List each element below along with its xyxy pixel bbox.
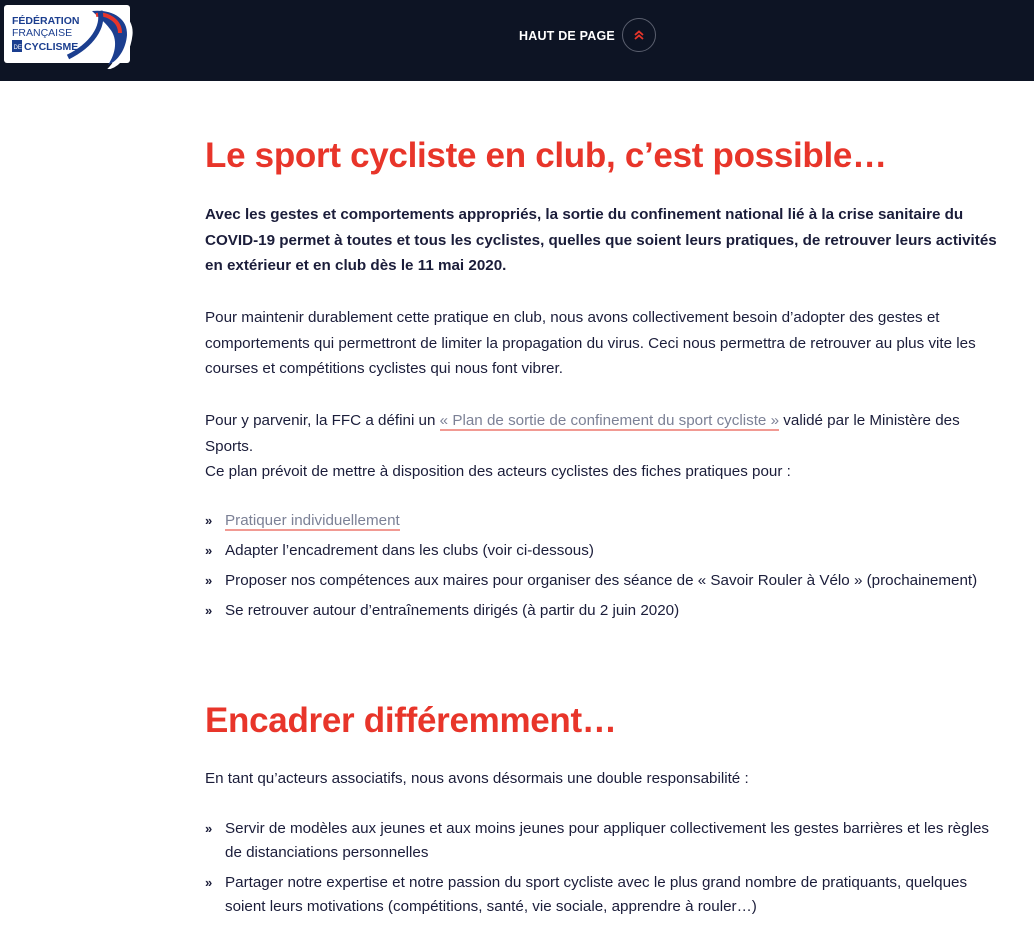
bullet-icon: » [205, 543, 213, 558]
responsibility-list [205, 817, 1010, 925]
list-item-text: Proposer nos compétences aux maires pour organiser des séance de « Savoir Rouler à Vélo » (prochainement) [225, 572, 978, 589]
plan-description: Ce plan prévoit de mettre à disposition des acteurs cyclistes des fiches pratiques pour : [205, 463, 791, 480]
individual-practice-link[interactable]: Pratiquer individuellement [225, 512, 400, 529]
back-to-top-button[interactable] [622, 18, 656, 52]
top-navigation-bar [0, 0, 1034, 81]
section-title-coaching: Encadrer différemment… [205, 701, 617, 740]
bullet-icon: » [205, 573, 213, 588]
plan-text-before: Pour y parvenir, la FFC a défini un [205, 412, 440, 429]
list-item [205, 539, 995, 563]
logo-text-3: DE [13, 45, 22, 51]
back-to-top-link[interactable]: HAUT DE PAGE [519, 29, 615, 43]
logo-text-4: CYCLISME [24, 41, 79, 53]
paragraph-maintain-practice: Pour maintenir durablement cette pratique en club, nous avons collectivement besoin d’adopter des gestes et comportements qui permettront de limiter la propagation du virus. Ceci nous permettra de retrouver au plus vite les courses et compétitions cyclistes qui nous font vibrer. [205, 309, 976, 377]
list-item [205, 599, 995, 623]
bullet-icon: » [205, 603, 213, 618]
list-item-text: Se retrouver autour d’entraînements dirigés (à partir du 2 juin 2020) [225, 602, 680, 619]
list-item [205, 817, 1010, 865]
list-item [205, 569, 995, 593]
double-chevron-up-icon [632, 28, 646, 42]
plan-link[interactable]: « Plan de sortie de confinement du sport cycliste » [439, 412, 780, 429]
paragraph-responsibility: En tant qu’acteurs associatifs, nous avons désormais une double responsabilité : [205, 770, 749, 787]
list-item [205, 871, 1010, 919]
intro-paragraph: Avec les gestes et comportements appropriés, la sortie du confinement national lié à la crise sanitaire du COVID-19 permet à toutes et tous les cyclistes, quelles que soient leurs pratiques, de retrouver leurs activités en extérieur et en club dès le 11 mai 2020. [205, 206, 997, 274]
bullet-icon: » [205, 513, 213, 528]
list-item-text: Servir de modèles aux jeunes et aux moins jeunes pour appliquer collectivement les gestes barrières et les règles de distanciations personnelles [225, 820, 989, 861]
bullet-icon: » [205, 821, 213, 836]
practice-sheets-list [205, 509, 995, 629]
logo-text-1: FÉDÉRATION [12, 15, 80, 27]
plan-text-after: validé par le Ministère des Sports. [205, 412, 960, 455]
logo-text-2: FRANÇAISE [12, 27, 73, 39]
list-item-text: Adapter l’encadrement dans les clubs (voir ci-dessous) [225, 542, 594, 559]
section-title-club: Le sport cycliste en club, c’est possible… [205, 136, 887, 175]
list-item-text: Partager notre expertise et notre passion du sport cycliste avec le plus grand nombre de pratiquants, quelques soient leurs motivations (compétitions, santé, vie sociale, apprendre à rouler…) [225, 874, 968, 915]
list-item [205, 509, 995, 533]
paragraph-plan [205, 408, 995, 485]
ffc-logo[interactable] [4, 5, 134, 69]
bullet-icon: » [205, 875, 213, 890]
